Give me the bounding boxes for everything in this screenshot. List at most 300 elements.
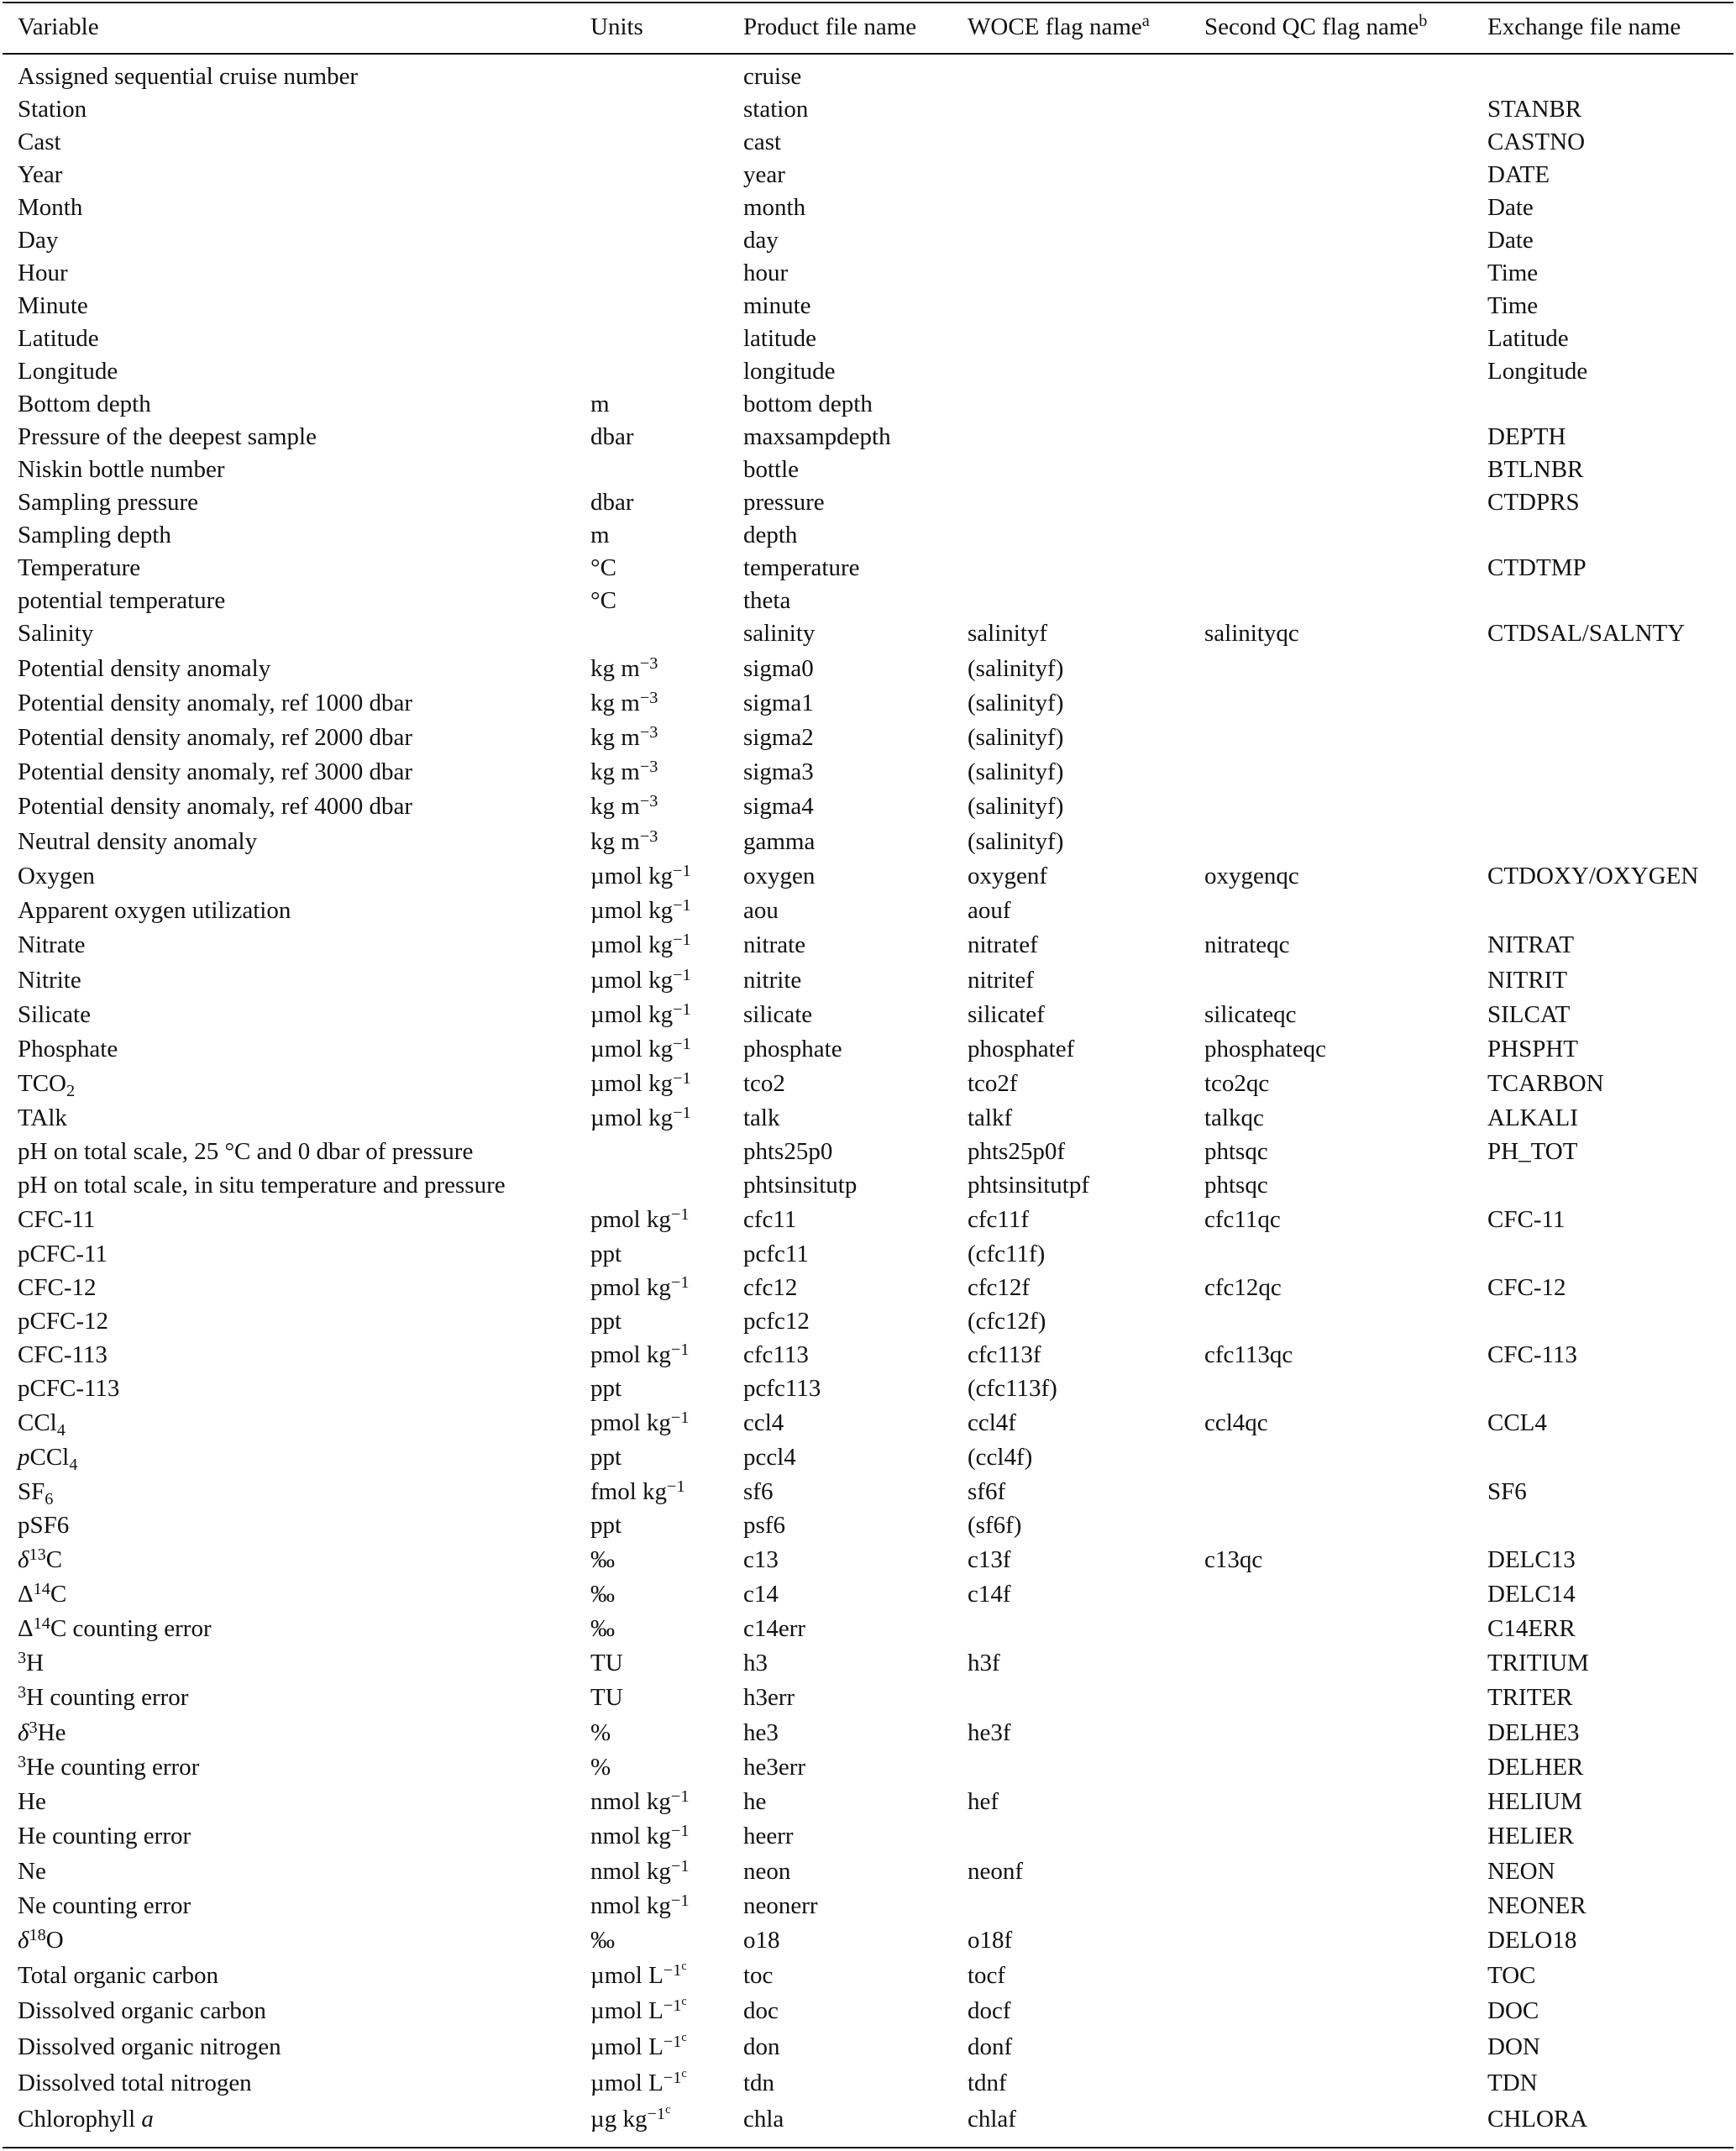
cell-second-qc-flag-name: oxygenqc (1204, 863, 1299, 889)
table-row (0, 1338, 1736, 1372)
table-row (0, 652, 1736, 685)
cell-product-file-name: depth (743, 522, 798, 548)
cell-variable: $^3$He counting error (18, 1752, 200, 1781)
cell-units: fmol $kg^{-1}$ (590, 1477, 685, 1505)
cell-variable: Ne counting error (18, 1892, 191, 1919)
cell-exchange-file-name: CFC-113 (1487, 1341, 1577, 1368)
table-row (0, 485, 1736, 519)
cell-product-file-name: oxygen (743, 863, 816, 889)
cell-variable: Year (18, 161, 63, 188)
cell-exchange-file-name: DELO18 (1487, 1927, 1577, 1954)
cell-variable: Sampling depth (18, 522, 171, 548)
cell-woce-flag-name: oxygenf (968, 863, 1048, 889)
cell-units: °C (590, 554, 616, 581)
cell-woce-flag-name: (salinityf) (968, 655, 1064, 682)
table-row (0, 963, 1736, 997)
cell-second-qc-flag-name: nitrateqc (1204, 931, 1290, 958)
cell-product-file-name: maxsampdepth (743, 423, 891, 450)
cell-variable: Potential density anomaly, ref 4000 dbar (18, 793, 413, 820)
cell-exchange-file-name: Time (1487, 292, 1539, 319)
column-header-units: Units (590, 13, 643, 40)
cell-units: nmol $kg^{-1}$ (590, 1891, 690, 1919)
cell-product-file-name: cfc113 (743, 1341, 809, 1368)
cell-product-file-name: year (743, 161, 785, 188)
cell-woce-flag-name: salinityf (968, 620, 1048, 647)
cell-units: ‰ (590, 1546, 615, 1573)
cell-variable: Apparent oxygen utilization (18, 897, 291, 924)
cell-variable: pCFC-113 (18, 1375, 120, 1402)
cell-woce-flag-name: (salinityf) (968, 690, 1064, 716)
cell-variable: $\Delta^{14}C$ (18, 1579, 67, 1608)
cell-product-file-name: h3 (743, 1650, 768, 1676)
cell-product-file-name: don (743, 2033, 780, 2060)
cell-woce-flag-name: cfc12f (968, 1274, 1031, 1301)
table-row (0, 1855, 1736, 1888)
table-row (0, 1304, 1736, 1338)
cell-exchange-file-name: TRITIUM (1487, 1650, 1589, 1676)
table-row (0, 1716, 1736, 1750)
cell-exchange-file-name: ALKALI (1487, 1104, 1578, 1131)
cell-product-file-name: doc (743, 1997, 779, 2024)
cell-units: ppt (590, 1375, 622, 1402)
cell-units: ppt (590, 1241, 622, 1267)
cell-product-file-name: neonerr (743, 1892, 818, 1919)
table-row (0, 453, 1736, 486)
cell-units: kg $m^{-3}$ (590, 688, 658, 716)
cell-units: TU (590, 1684, 623, 1711)
table-row (0, 1203, 1736, 1236)
cell-second-qc-flag-name: tco2qc (1204, 1070, 1270, 1097)
table-row (0, 1237, 1736, 1271)
cell-variable: TAlk (18, 1104, 67, 1131)
cell-woce-flag-name: (salinityf) (968, 828, 1064, 855)
cell-units: nmol $kg^{-1}$ (590, 1821, 690, 1849)
cell-units: pmol $kg^{-1}$ (590, 1272, 690, 1301)
column-header-product-file-name: Product file name (743, 13, 917, 40)
cell-variable: pSF6 (18, 1512, 70, 1539)
table-row (0, 1750, 1736, 1784)
table-row (0, 721, 1736, 754)
cell-woce-flag-name: sf6f (968, 1478, 1006, 1505)
cell-product-file-name: heerr (743, 1823, 794, 1849)
cell-units: µmol $L^{-1^c}$ (590, 1994, 687, 2024)
cell-exchange-file-name: DELHER (1487, 1754, 1584, 1781)
cell-product-file-name: toc (743, 1962, 774, 1989)
cell-exchange-file-name: CASTNO (1487, 129, 1586, 155)
cell-product-file-name: month (743, 194, 806, 221)
cell-woce-flag-name: nitritef (968, 967, 1034, 994)
cell-units: % (590, 1719, 611, 1746)
cell-woce-flag-name: c14f (968, 1581, 1011, 1608)
cell-variable: Minute (18, 292, 88, 319)
cell-product-file-name: sf6 (743, 1478, 774, 1505)
cell-exchange-file-name: DELHE3 (1487, 1719, 1580, 1746)
cell-product-file-name: pcfc11 (743, 1241, 809, 1267)
cell-variable: Nitrite (18, 967, 81, 994)
cell-exchange-file-name: HELIUM (1487, 1788, 1582, 1815)
table-row (0, 1681, 1736, 1714)
cell-woce-flag-name: o18f (968, 1927, 1013, 1954)
cell-product-file-name: day (743, 227, 779, 254)
cell-product-file-name: tco2 (743, 1070, 785, 1097)
cell-exchange-file-name: DELC14 (1487, 1581, 1576, 1608)
cell-product-file-name: cfc12 (743, 1274, 798, 1301)
cell-units: µmol $L^{-1^c}$ (590, 2030, 687, 2060)
cell-product-file-name: pccl4 (743, 1444, 796, 1471)
cell-exchange-file-name: TRITER (1487, 1684, 1573, 1711)
cell-product-file-name: gamma (743, 828, 816, 855)
table-row (0, 387, 1736, 421)
table-row (0, 289, 1736, 323)
table-row (0, 928, 1736, 962)
cell-variable: $\delta^{18}O$ (18, 1925, 64, 1954)
cell-product-file-name: tdn (743, 2070, 775, 2096)
cell-woce-flag-name: donf (968, 2033, 1013, 2060)
cell-woce-flag-name: hef (968, 1788, 999, 1815)
cell-product-file-name: bottle (743, 456, 800, 483)
cell-woce-flag-name: cfc11f (968, 1206, 1029, 1233)
cell-exchange-file-name: CCL4 (1487, 1409, 1547, 1436)
cell-units: ppt (590, 1444, 622, 1471)
table-row (0, 998, 1736, 1031)
table-row (0, 92, 1736, 126)
table-row (0, 1475, 1736, 1508)
table-row (0, 1440, 1736, 1474)
cell-variable: Assigned sequential cruise number (18, 63, 359, 90)
cell-woce-flag-name: h3f (968, 1650, 1000, 1676)
cell-exchange-file-name: CFC-11 (1487, 1206, 1566, 1233)
cell-product-file-name: he (743, 1788, 767, 1815)
table-row (0, 2102, 1736, 2136)
cell-exchange-file-name: TOC (1487, 1962, 1536, 1989)
cell-second-qc-flag-name: salinityqc (1204, 620, 1299, 647)
cell-units: nmol $kg^{-1}$ (590, 1856, 690, 1885)
cell-units: µmol $kg^{-1}$ (590, 1068, 691, 1097)
cell-product-file-name: silicate (743, 1001, 813, 1028)
table-row (0, 158, 1736, 191)
cell-exchange-file-name: PH_TOT (1487, 1138, 1578, 1165)
cell-variable: Sampling pressure (18, 489, 199, 516)
cell-units: dbar (590, 489, 634, 516)
cell-product-file-name: phtsinsitutp (743, 1172, 858, 1199)
cell-woce-flag-name: (cfc12f) (968, 1308, 1046, 1335)
cell-units: ‰ (590, 1927, 615, 1954)
cell-second-qc-flag-name: cfc113qc (1204, 1341, 1293, 1368)
cell-units: nmol $kg^{-1}$ (590, 1786, 690, 1815)
cell-product-file-name: nitrite (743, 967, 802, 994)
cell-units: kg $m^{-3}$ (590, 722, 658, 751)
cell-units: µmol $L^{-1^c}$ (590, 2066, 687, 2096)
cell-exchange-file-name: CFC-12 (1487, 1274, 1566, 1301)
cell-variable: He counting error (18, 1823, 191, 1849)
cell-variable: Dissolved total nitrogen (18, 2070, 252, 2096)
cell-units: TU (590, 1650, 623, 1676)
cell-product-file-name: psf6 (743, 1512, 785, 1539)
table-row (0, 1271, 1736, 1304)
cell-variable: Chlorophyll a (18, 2106, 154, 2133)
table-top-rule (3, 2, 1733, 3)
cell-product-file-name: sigma4 (743, 793, 814, 820)
table-row (0, 1406, 1736, 1440)
cell-exchange-file-name: Latitude (1487, 325, 1569, 352)
cell-variable: pH on total scale, 25 °C and 0 dbar of pressure (18, 1138, 474, 1165)
cell-variable: Ne (18, 1858, 46, 1885)
cell-variable: Potential density anomaly, ref 1000 dbar (18, 690, 413, 716)
cell-woce-flag-name: tco2f (968, 1070, 1018, 1097)
cell-units: µmol $kg^{-1}$ (590, 930, 691, 958)
cell-exchange-file-name: DEPTH (1487, 423, 1566, 450)
cell-product-file-name: hour (743, 260, 789, 286)
cell-product-file-name: pcfc113 (743, 1375, 821, 1402)
cell-variable: CCl$_4$ (18, 1409, 66, 1440)
table-row (0, 2030, 1736, 2064)
cell-units: ‰ (590, 1615, 615, 1642)
table-row (0, 584, 1736, 617)
cell-variable: Station (18, 96, 87, 123)
cell-units: µmol $kg^{-1}$ (590, 1034, 691, 1062)
cell-units: µmol $kg^{-1}$ (590, 861, 691, 889)
cell-units: dbar (590, 423, 634, 450)
cell-woce-flag-name: (salinityf) (968, 758, 1064, 785)
cell-units: kg $m^{-3}$ (590, 826, 658, 855)
cell-variable: $\delta^{13}C$ (18, 1545, 63, 1573)
cell-units: µmol $L^{-1^c}$ (590, 1959, 687, 1989)
cell-woce-flag-name: chlaf (968, 2106, 1016, 2133)
cell-second-qc-flag-name: silicateqc (1204, 1001, 1297, 1028)
cell-units: pmol $kg^{-1}$ (590, 1340, 690, 1368)
cell-product-file-name: talk (743, 1104, 780, 1131)
table-row (0, 1889, 1736, 1923)
cell-product-file-name: theta (743, 587, 791, 614)
cell-product-file-name: sigma1 (743, 690, 814, 716)
cell-variable: pH on total scale, in situ temperature and pressure (18, 1172, 506, 1199)
cell-woce-flag-name: neonf (968, 1858, 1024, 1885)
cell-product-file-name: bottom depth (743, 391, 873, 417)
column-header-exchange-file-name: Exchange file name (1487, 13, 1681, 40)
cell-second-qc-flag-name: talkqc (1204, 1104, 1264, 1131)
cell-variable: Dissolved organic nitrogen (18, 2033, 281, 2060)
cell-exchange-file-name: TCARBON (1487, 1070, 1604, 1097)
cell-product-file-name: c13 (743, 1546, 779, 1573)
cell-variable: He (18, 1788, 46, 1815)
cell-woce-flag-name: (cfc11f) (968, 1241, 1046, 1267)
cell-units: µmol $kg^{-1}$ (590, 1103, 691, 1131)
cell-exchange-file-name: CTDTMP (1487, 554, 1587, 581)
cell-woce-flag-name: aouf (968, 897, 1011, 924)
cell-product-file-name: ccl4 (743, 1409, 784, 1436)
cell-variable: Oxygen (18, 863, 95, 889)
table-row (0, 60, 1736, 93)
table-row (0, 322, 1736, 355)
cell-product-file-name: temperature (743, 554, 860, 581)
cell-product-file-name: sigma2 (743, 724, 814, 751)
cell-exchange-file-name: STANBR (1487, 96, 1582, 123)
cell-variable: Total organic carbon (18, 1962, 219, 1989)
cell-woce-flag-name: phts25p0f (968, 1138, 1065, 1165)
cell-exchange-file-name: NITRIT (1487, 967, 1568, 994)
cell-units: kg $m^{-3}$ (590, 757, 658, 785)
cell-product-file-name: cfc11 (743, 1206, 797, 1233)
cell-variable: Silicate (18, 1001, 91, 1028)
cell-product-file-name: aou (743, 897, 779, 924)
cell-exchange-file-name: BTLNBR (1487, 456, 1584, 483)
cell-exchange-file-name: C14ERR (1487, 1615, 1576, 1642)
cell-exchange-file-name: CTDSAL/SALNTY (1487, 620, 1686, 647)
cell-second-qc-flag-name: c13qc (1204, 1546, 1263, 1573)
table-row (0, 686, 1736, 720)
cell-exchange-file-name: CTDPRS (1487, 489, 1580, 516)
cell-woce-flag-name: phosphatef (968, 1036, 1075, 1062)
table-row (0, 420, 1736, 454)
table-row (0, 125, 1736, 159)
cell-variable: Potential density anomaly, ref 3000 dbar (18, 758, 413, 785)
cell-woce-flag-name: (sf6f) (968, 1512, 1022, 1539)
cell-second-qc-flag-name: phosphateqc (1204, 1036, 1326, 1062)
cell-variable: $TCO_2$ (18, 1070, 76, 1101)
cell-units: µmol $kg^{-1}$ (590, 965, 691, 994)
cell-product-file-name: he3err (743, 1754, 806, 1781)
cell-variable: pCCl$_4$ (18, 1444, 78, 1475)
table-row (0, 1612, 1736, 1645)
cell-exchange-file-name: Date (1487, 227, 1534, 254)
cell-variable: $SF_6$ (18, 1478, 54, 1509)
cell-woce-flag-name: c13f (968, 1546, 1011, 1573)
cell-product-file-name: h3err (743, 1684, 795, 1711)
cell-second-qc-flag-name: cfc12qc (1204, 1274, 1282, 1301)
cell-product-file-name: neon (743, 1858, 791, 1885)
table-row (0, 1959, 1736, 1992)
cell-variable: Potential density anomaly, ref 2000 dbar (18, 724, 413, 751)
cell-variable: Niskin bottle number (18, 456, 225, 483)
cell-exchange-file-name: NEON (1487, 1858, 1555, 1885)
table-row (0, 825, 1736, 858)
table-row (0, 1646, 1736, 1680)
cell-product-file-name: station (743, 96, 809, 123)
cell-product-file-name: sigma3 (743, 758, 814, 785)
cell-woce-flag-name: he3f (968, 1719, 1011, 1746)
cell-variable: $\delta^3He$ (18, 1718, 66, 1746)
table-row (0, 191, 1736, 224)
cell-units: µg $kg^{-1^c}$ (590, 2102, 671, 2133)
cell-variable: CFC-113 (18, 1341, 108, 1368)
table-row (0, 2066, 1736, 2100)
cell-variable: Nitrate (18, 931, 86, 958)
cell-woce-flag-name: ccl4f (968, 1409, 1016, 1436)
cell-variable: Day (18, 227, 59, 254)
cell-units: ‰ (590, 1581, 615, 1608)
cell-second-qc-flag-name: phtsqc (1204, 1172, 1268, 1199)
cell-product-file-name: minute (743, 292, 811, 319)
table-row (0, 790, 1736, 823)
cell-product-file-name: he3 (743, 1719, 779, 1746)
cell-units: kg $m^{-3}$ (590, 653, 658, 682)
table-row (0, 1067, 1736, 1100)
table-row (0, 1923, 1736, 1957)
cell-woce-flag-name: talkf (968, 1104, 1013, 1131)
table-row (0, 859, 1736, 893)
cell-product-file-name: nitrate (743, 931, 806, 958)
cell-exchange-file-name: DATE (1487, 161, 1550, 188)
cell-exchange-file-name: NITRAT (1487, 931, 1575, 958)
cell-units: µmol $kg^{-1}$ (590, 895, 691, 924)
table-row (0, 518, 1736, 552)
table-row (0, 1994, 1736, 2028)
cell-exchange-file-name: Date (1487, 194, 1534, 221)
cell-woce-flag-name: cfc113f (968, 1341, 1041, 1368)
cell-units: ppt (590, 1308, 622, 1335)
cell-product-file-name: longitude (743, 358, 836, 385)
cell-units: pmol $kg^{-1}$ (590, 1408, 690, 1436)
cell-variable: Cast (18, 129, 61, 155)
cell-product-file-name: pressure (743, 489, 825, 516)
cell-units: kg $m^{-3}$ (590, 791, 658, 820)
table-row (0, 1508, 1736, 1542)
cell-exchange-file-name: PHSPHT (1487, 1036, 1578, 1062)
cell-exchange-file-name: DOC (1487, 1997, 1539, 2024)
cell-exchange-file-name: Longitude (1487, 358, 1588, 385)
cell-variable: pCFC-11 (18, 1241, 108, 1267)
cell-exchange-file-name: CHLORA (1487, 2106, 1588, 2133)
cell-product-file-name: pcfc12 (743, 1308, 810, 1335)
table-row (0, 1819, 1736, 1853)
table-row (0, 1372, 1736, 1405)
cell-product-file-name: o18 (743, 1927, 780, 1954)
cell-second-qc-flag-name: phtsqc (1204, 1138, 1268, 1165)
cell-exchange-file-name: SF6 (1487, 1478, 1527, 1505)
cell-woce-flag-name: nitratef (968, 931, 1038, 958)
cell-woce-flag-name: (cfc113f) (968, 1375, 1057, 1402)
cell-variable: Salinity (18, 620, 94, 647)
table-row (0, 1135, 1736, 1168)
cell-second-qc-flag-name: ccl4qc (1204, 1409, 1268, 1436)
cell-variable: pCFC-12 (18, 1308, 108, 1335)
cell-units: m (590, 522, 610, 548)
cell-product-file-name: c14 (743, 1581, 779, 1608)
table-row (0, 1577, 1736, 1611)
cell-variable: Neutral density anomaly (18, 828, 258, 855)
table-header-row (0, 10, 1736, 44)
cell-woce-flag-name: (salinityf) (968, 793, 1064, 820)
cell-product-file-name: cast (743, 129, 782, 155)
column-header-variable: Variable (18, 13, 99, 40)
cell-variable: $^3$H counting error (18, 1682, 189, 1711)
cell-woce-flag-name: (salinityf) (968, 724, 1064, 751)
cell-woce-flag-name: docf (968, 1997, 1011, 2024)
table-row (0, 354, 1736, 388)
cell-product-file-name: chla (743, 2106, 784, 2133)
table-row (0, 1101, 1736, 1135)
cell-woce-flag-name: silicatef (968, 1001, 1045, 1028)
cell-variable: Potential density anomaly (18, 655, 271, 682)
table-row (0, 616, 1736, 650)
cell-exchange-file-name: DON (1487, 2033, 1540, 2060)
cell-variable: Temperature (18, 554, 141, 581)
cell-variable: CFC-12 (18, 1274, 97, 1301)
cell-variable: Hour (18, 260, 68, 286)
cell-woce-flag-name: (ccl4f) (968, 1444, 1033, 1471)
cell-units: ppt (590, 1512, 622, 1539)
table-bottom-rule (3, 2147, 1733, 2148)
cell-product-file-name: c14err (743, 1615, 806, 1642)
cell-variable: Bottom depth (18, 391, 151, 417)
cell-variable: potential temperature (18, 587, 226, 614)
table-header-rule (3, 53, 1733, 55)
table-row (0, 894, 1736, 927)
table-row (0, 256, 1736, 290)
cell-exchange-file-name: NEONER (1487, 1892, 1587, 1919)
cell-product-file-name: phosphate (743, 1036, 842, 1062)
table-row (0, 1785, 1736, 1818)
